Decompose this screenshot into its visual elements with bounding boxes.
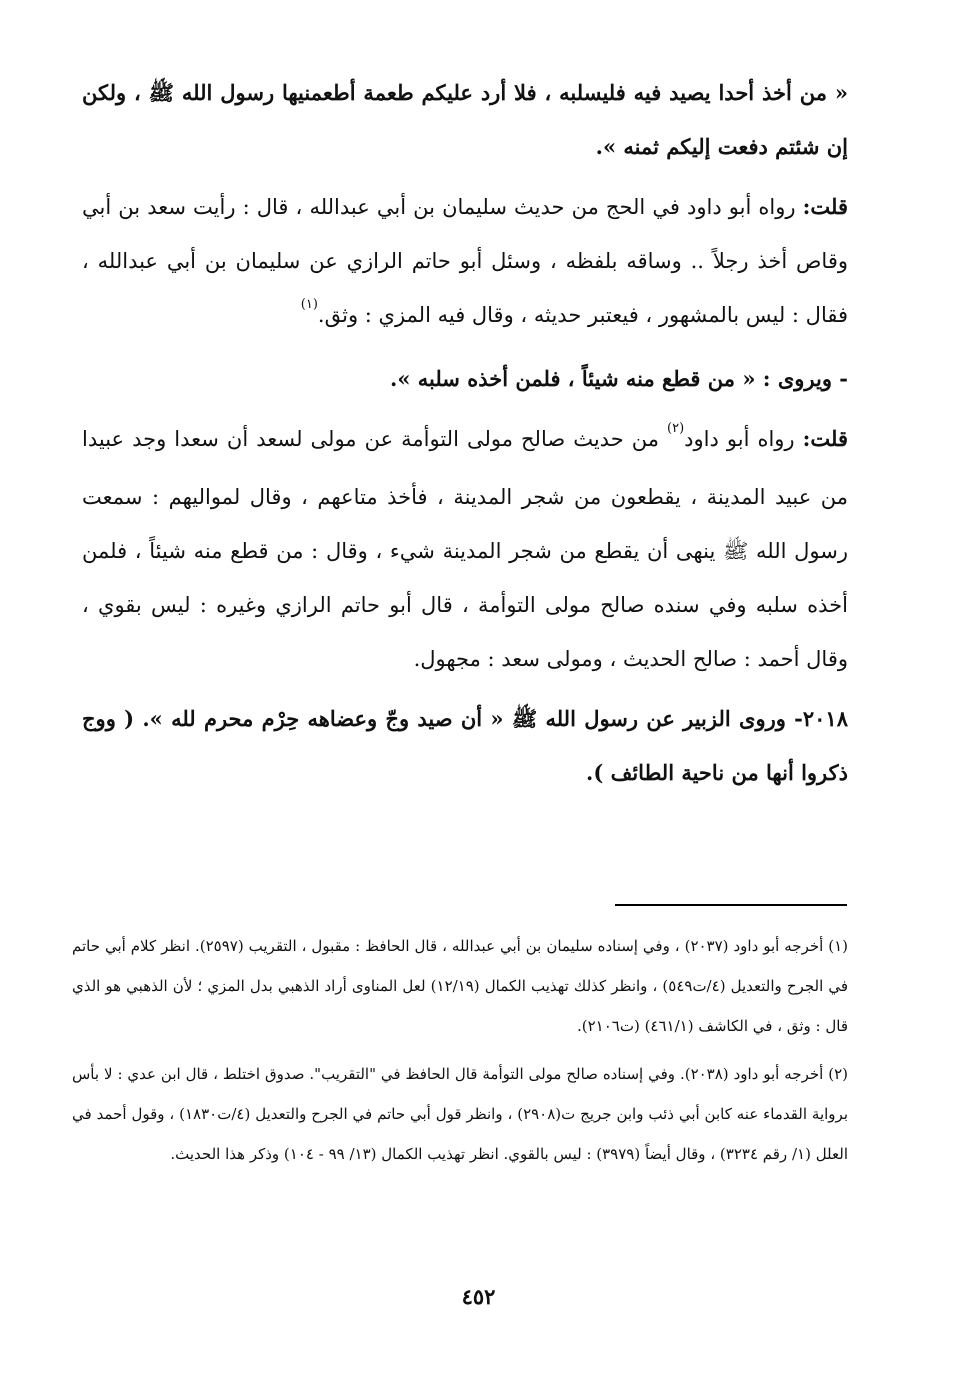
hadith-entry-2018 xyxy=(82,692,848,800)
footnotes xyxy=(72,926,848,1182)
commentary-label: قلت: xyxy=(802,426,848,451)
variant-narration xyxy=(82,352,848,406)
commentary-paragraph-1 xyxy=(82,180,848,346)
footnote-1: (١) أخرجه أبو داود (٢٠٣٧) ، وفي إسناده سليمان بن أبي عبدالله ، قال الحافظ : مقبول ، التقريب (٢٥٩٧). انظر كلام أبي حاتم في الجرح والتعديل (٤/ت٥٤٩) ، وانظر كذلك تهذيب الكمال (١٢/١٩) لعل المناوى أراد الذهبي بدل المزي ؛ لأن الذهبي هو الذي قال : وثق ، في الكاشف (٤٦١/١) (ت٢١٠٦). xyxy=(72,937,849,1035)
footnote-reference-1[interactable]: (١) xyxy=(300,297,318,312)
commentary-text: رواه أبو داود في الحج من حديث سليمان بن أبي عبدالله ، قال : رأيت سعد بن أبي وقاص أخذ رجلاً .. وساقه بلفظه ، وسئل أبو حاتم الرازي عن سليمان بن أبي عبدالله ، فقال : ليس بالمشهور ، فيعتبر حديثه ، وقال فيه المزي : وثق. xyxy=(82,195,848,327)
footnote-reference-2[interactable]: (٢) xyxy=(667,421,685,436)
hadith-text-continued xyxy=(82,66,848,174)
page-number: ٤٥٢ xyxy=(461,1284,496,1309)
commentary-label: قلت: xyxy=(802,194,848,219)
variant-narration-text: - ويروى : « من قطع منه شيئاً ، فلمن أخذه سلبه ». xyxy=(390,366,848,391)
commentary-text: من حديث صالح مولى التوأمة عن مولى لسعد أن سعدا وجد عبيدا من عبيد المدينة ، يقطعون من شجر المدينة ، فأخذ متاعهم ، وقال لمواليهم : سمعت رسول الله ﷺ ينهى أن يقطع من شجر المدينة شيء ، وقال : من قطع منه شيئاً ، فلمن أخذه سلبه وفي سنده صالح مولى التوأمة ، قال أبو حاتم الرازي وغيره : ليس بقوي ، وقال أحمد : صالح الحديث ، ومولى سعد : مجهول. xyxy=(82,427,848,671)
hadith-quote: « من أخذ أحدا يصيد فيه فليسلبه ، فلا أرد عليكم طعمة أطعمنيها رسول الله ﷺ ، ولكن إن شئتم دفعت إليكم ثمنه ». xyxy=(82,80,848,159)
main-text xyxy=(82,66,848,806)
hadith-entry-text: ٢٠١٨- وروى الزبير عن رسول الله ﷺ « أن صيد وجّ وعضاهه حِرْم محرم لله ». ( ووج ذكروا أنها من ناحية الطائف ). xyxy=(82,706,848,785)
footnote-separator xyxy=(615,904,847,906)
commentary-paragraph-2 xyxy=(82,412,848,686)
footnote-2: (٢) أخرجه أبو داود (٢٠٣٨). وفي إسناده صالح مولى التوأمة قال الحافظ في "التقريب". صدوق اختلط ، قال ابن عدي : لا بأس برواية القدماء عنه كابن أبي ذئب وابن جريج ت(٢٩٠٨) ، وانظر قول أبي حاتم في الجرح والتعديل (٤/ت١٨٣٠) ، وقول أحمد في العلل (١/ رقم ٣٢٣٤) ، وقال أيضاً (٣٩٧٩) : ليس بالقوي. انظر تهذيب الكمال (١٣/ ٩٩ - ١٠٤) وذكر هذا الحديث. xyxy=(72,1065,848,1163)
commentary-text: رواه أبو داود xyxy=(684,427,803,451)
